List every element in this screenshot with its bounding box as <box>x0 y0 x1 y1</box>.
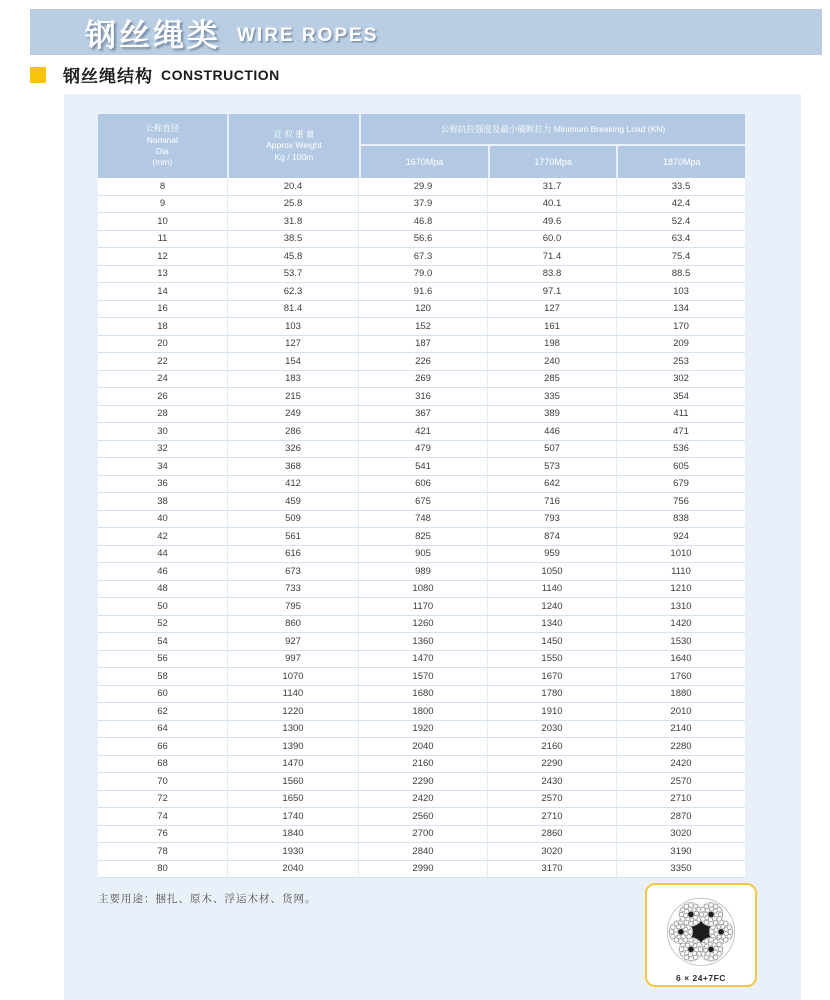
mbl-1770-cell: 874 <box>487 528 616 545</box>
header-grade-1870: 1870Mpa <box>618 146 745 178</box>
mbl-1670-cell: 1570 <box>358 668 487 685</box>
mbl-1770-cell: 1140 <box>487 581 616 598</box>
mbl-1670-cell: 187 <box>358 336 487 353</box>
header-grade-1770: 1770Mpa <box>490 146 617 178</box>
weight-cell: 81.4 <box>227 301 358 318</box>
table-row <box>98 423 745 441</box>
mbl-1670-cell: 1360 <box>358 633 487 650</box>
mbl-1670-cell: 675 <box>358 493 487 510</box>
mbl-1870-cell: 253 <box>616 353 745 370</box>
dia-cell: 36 <box>157 478 168 490</box>
weight-cell: 326 <box>227 441 358 458</box>
dia-cell: 56 <box>157 653 168 665</box>
weight-cell: 249 <box>227 406 358 423</box>
dia-cell: 38 <box>157 495 168 507</box>
table-row <box>98 686 745 704</box>
yellow-bullet-icon <box>30 67 46 83</box>
weight-cell: 616 <box>227 546 358 563</box>
table-row <box>98 861 745 879</box>
weight-cell: 1220 <box>227 703 358 720</box>
mbl-1770-cell: 507 <box>487 441 616 458</box>
mbl-1770-cell: 1670 <box>487 668 616 685</box>
table-row <box>98 248 745 266</box>
mbl-1770-cell: 198 <box>487 336 616 353</box>
dia-cell: 58 <box>157 670 168 682</box>
mbl-1770-cell: 2860 <box>487 826 616 843</box>
dia-cell: 54 <box>157 635 168 647</box>
page-banner <box>30 9 822 55</box>
dia-cell: 24 <box>157 373 168 385</box>
mbl-1770-cell: 1240 <box>487 598 616 615</box>
rope-diagram-box <box>645 883 757 987</box>
weight-cell: 183 <box>227 371 358 388</box>
mbl-1670-cell: 1260 <box>358 616 487 633</box>
weight-cell: 368 <box>227 458 358 475</box>
weight-cell: 1300 <box>227 721 358 738</box>
table-row <box>98 546 745 564</box>
mbl-1870-cell: 302 <box>616 371 745 388</box>
header-approx-weight <box>229 114 360 178</box>
mbl-1870-cell: 88.5 <box>616 266 745 283</box>
dia-cell: 74 <box>157 810 168 822</box>
table-row <box>98 598 745 616</box>
table-row <box>98 773 745 791</box>
mbl-1670-cell: 29.9 <box>358 178 487 195</box>
weight-cell: 860 <box>227 616 358 633</box>
mbl-1870-cell: 2140 <box>616 721 745 738</box>
dia-cell: 70 <box>157 775 168 787</box>
mbl-1670-cell: 226 <box>358 353 487 370</box>
mbl-1870-cell: 1420 <box>616 616 745 633</box>
mbl-1670-cell: 421 <box>358 423 487 440</box>
dia-cell: 11 <box>157 233 168 245</box>
header-dia-line4: (mm) <box>152 157 173 168</box>
header-grade-1670: 1670Mpa <box>361 146 488 178</box>
weight-cell: 1390 <box>227 738 358 755</box>
dia-cell: 60 <box>157 688 168 700</box>
dia-cell: 42 <box>157 530 168 542</box>
weight-cell: 673 <box>227 563 358 580</box>
mbl-1770-cell: 161 <box>487 318 616 335</box>
mbl-1870-cell: 679 <box>616 476 745 493</box>
mbl-1870-cell: 756 <box>616 493 745 510</box>
header-dia-line3: Dia <box>155 146 169 156</box>
weight-cell: 1140 <box>227 686 358 703</box>
dia-cell: 9 <box>159 198 166 210</box>
table-row <box>98 196 745 214</box>
header-weight-line2: Approx Weight <box>266 140 322 151</box>
mbl-1770-cell: 127 <box>487 301 616 318</box>
mbl-1870-cell: 2010 <box>616 703 745 720</box>
mbl-1870-cell: 1310 <box>616 598 745 615</box>
mbl-1770-cell: 83.8 <box>487 266 616 283</box>
mbl-1770-cell: 2710 <box>487 808 616 825</box>
table-row <box>98 353 745 371</box>
table-row <box>98 318 745 336</box>
mbl-1670-cell: 1170 <box>358 598 487 615</box>
weight-cell: 127 <box>227 336 358 353</box>
mbl-1870-cell: 1760 <box>616 668 745 685</box>
banner-title-en: WIRE ROPES <box>237 25 379 46</box>
dia-cell: 30 <box>157 425 168 437</box>
mbl-1870-cell: 924 <box>616 528 745 545</box>
table-row <box>98 703 745 721</box>
mbl-1770-cell: 1050 <box>487 563 616 580</box>
mbl-1770-cell: 60.0 <box>487 231 616 248</box>
mbl-1870-cell: 33.5 <box>616 178 745 195</box>
weight-cell: 927 <box>227 633 358 650</box>
specification-table <box>98 114 745 878</box>
mbl-1770-cell: 2570 <box>487 791 616 808</box>
mbl-1670-cell: 91.6 <box>358 283 487 300</box>
mbl-1670-cell: 2700 <box>358 826 487 843</box>
mbl-1870-cell: 52.4 <box>616 213 745 230</box>
dia-cell: 66 <box>157 740 168 752</box>
mbl-1670-cell: 2290 <box>358 773 487 790</box>
mbl-1670-cell: 367 <box>358 406 487 423</box>
header-dia-line1: 公称直径 <box>145 123 180 134</box>
mbl-1870-cell: 1640 <box>616 651 745 668</box>
table-row <box>98 826 745 844</box>
table-row <box>98 388 745 406</box>
mbl-1670-cell: 56.6 <box>358 231 487 248</box>
weight-cell: 795 <box>227 598 358 615</box>
dia-cell: 50 <box>157 600 168 612</box>
table-row <box>98 283 745 301</box>
section-title-en: CONSTRUCTION <box>161 66 280 83</box>
mbl-1670-cell: 989 <box>358 563 487 580</box>
dia-cell: 72 <box>157 793 168 805</box>
rope-cross-section-diagram <box>660 890 742 972</box>
table-row <box>98 406 745 424</box>
dia-cell: 68 <box>157 758 168 770</box>
mbl-1770-cell: 2430 <box>487 773 616 790</box>
table-row <box>98 756 745 774</box>
dia-cell: 16 <box>157 303 168 315</box>
dia-cell: 64 <box>157 723 168 735</box>
mbl-1870-cell: 103 <box>616 283 745 300</box>
mbl-1770-cell: 1340 <box>487 616 616 633</box>
header-weight-line3: Kg / 100m <box>274 151 314 162</box>
table-row <box>98 231 745 249</box>
weight-cell: 459 <box>227 493 358 510</box>
mbl-1670-cell: 79.0 <box>358 266 487 283</box>
mbl-1770-cell: 446 <box>487 423 616 440</box>
mbl-1670-cell: 748 <box>358 511 487 528</box>
mbl-1870-cell: 3350 <box>616 861 745 878</box>
mbl-1670-cell: 2840 <box>358 843 487 860</box>
header-grade-row <box>361 146 745 178</box>
mbl-1870-cell: 3190 <box>616 843 745 860</box>
section-title-zh: 钢丝绳结构 <box>63 67 153 86</box>
weight-cell: 1740 <box>227 808 358 825</box>
table-row <box>98 213 745 231</box>
dia-cell: 76 <box>157 828 168 840</box>
mbl-1770-cell: 335 <box>487 388 616 405</box>
dia-cell: 18 <box>157 320 168 332</box>
mbl-1670-cell: 1800 <box>358 703 487 720</box>
mbl-1870-cell: 2710 <box>616 791 745 808</box>
table-row <box>98 581 745 599</box>
dia-cell: 12 <box>157 250 168 262</box>
weight-cell: 509 <box>227 511 358 528</box>
mbl-1870-cell: 411 <box>616 406 745 423</box>
mbl-1870-cell: 838 <box>616 511 745 528</box>
mbl-1770-cell: 3020 <box>487 843 616 860</box>
weight-cell: 733 <box>227 581 358 598</box>
mbl-1870-cell: 2420 <box>616 756 745 773</box>
mbl-1770-cell: 1910 <box>487 703 616 720</box>
weight-cell: 45.8 <box>227 248 358 265</box>
mbl-1870-cell: 75.4 <box>616 248 745 265</box>
mbl-1870-cell: 63.4 <box>616 231 745 248</box>
mbl-1670-cell: 1680 <box>358 686 487 703</box>
weight-cell: 25.8 <box>227 196 358 213</box>
table-row <box>98 458 745 476</box>
header-breaking-load-group <box>361 114 745 178</box>
table-row <box>98 633 745 651</box>
table-row <box>98 266 745 284</box>
mbl-1870-cell: 2570 <box>616 773 745 790</box>
weight-cell: 53.7 <box>227 266 358 283</box>
table-row <box>98 476 745 494</box>
mbl-1670-cell: 825 <box>358 528 487 545</box>
mbl-1870-cell: 1010 <box>616 546 745 563</box>
table-row <box>98 721 745 739</box>
weight-cell: 31.8 <box>227 213 358 230</box>
dia-cell: 13 <box>157 268 168 280</box>
mbl-1870-cell: 2280 <box>616 738 745 755</box>
dia-cell: 34 <box>157 460 168 472</box>
table-row <box>98 511 745 529</box>
mbl-1670-cell: 2160 <box>358 756 487 773</box>
dia-cell: 80 <box>157 863 168 875</box>
mbl-1870-cell: 1210 <box>616 581 745 598</box>
mbl-1870-cell: 1880 <box>616 686 745 703</box>
table-row <box>98 371 745 389</box>
banner-title-zh: 钢丝绳类 <box>85 17 221 53</box>
dia-cell: 78 <box>157 845 168 857</box>
mbl-1770-cell: 2030 <box>487 721 616 738</box>
dia-cell: 26 <box>157 390 168 402</box>
weight-cell: 62.3 <box>227 283 358 300</box>
table-row <box>98 441 745 459</box>
weight-cell: 1470 <box>227 756 358 773</box>
dia-cell: 46 <box>157 565 168 577</box>
mbl-1670-cell: 606 <box>358 476 487 493</box>
header-breaking-load-title: 公称抗拉强度及最小破断拉力 Minimum Breaking Load (KN) <box>361 114 745 144</box>
dia-cell: 20 <box>157 338 168 350</box>
mbl-1770-cell: 71.4 <box>487 248 616 265</box>
weight-cell: 997 <box>227 651 358 668</box>
mbl-1770-cell: 240 <box>487 353 616 370</box>
dia-cell: 44 <box>157 548 168 560</box>
mbl-1870-cell: 170 <box>616 318 745 335</box>
mbl-1770-cell: 49.6 <box>487 213 616 230</box>
mbl-1670-cell: 2560 <box>358 808 487 825</box>
weight-cell: 154 <box>227 353 358 370</box>
table-body <box>98 178 745 878</box>
dia-cell: 14 <box>157 285 168 297</box>
table-row <box>98 808 745 826</box>
table-row <box>98 563 745 581</box>
mbl-1670-cell: 152 <box>358 318 487 335</box>
weight-cell: 1930 <box>227 843 358 860</box>
mbl-1770-cell: 793 <box>487 511 616 528</box>
mbl-1670-cell: 316 <box>358 388 487 405</box>
mbl-1670-cell: 67.3 <box>358 248 487 265</box>
dia-cell: 40 <box>157 513 168 525</box>
mbl-1870-cell: 2870 <box>616 808 745 825</box>
section-heading <box>30 62 280 87</box>
weight-cell: 20.4 <box>227 178 358 195</box>
mbl-1770-cell: 1450 <box>487 633 616 650</box>
mbl-1770-cell: 97.1 <box>487 283 616 300</box>
weight-cell: 286 <box>227 423 358 440</box>
mbl-1870-cell: 605 <box>616 458 745 475</box>
mbl-1670-cell: 269 <box>358 371 487 388</box>
weight-cell: 215 <box>227 388 358 405</box>
table-row <box>98 528 745 546</box>
mbl-1770-cell: 3170 <box>487 861 616 878</box>
mbl-1770-cell: 1780 <box>487 686 616 703</box>
mbl-1770-cell: 40.1 <box>487 196 616 213</box>
header-weight-line1: 近 似 重 量 <box>273 128 315 139</box>
table-row <box>98 738 745 756</box>
weight-cell: 412 <box>227 476 358 493</box>
mbl-1670-cell: 2420 <box>358 791 487 808</box>
weight-cell: 1650 <box>227 791 358 808</box>
mbl-1870-cell: 354 <box>616 388 745 405</box>
weight-cell: 2040 <box>227 861 358 878</box>
mbl-1670-cell: 37.9 <box>358 196 487 213</box>
mbl-1870-cell: 1110 <box>616 563 745 580</box>
mbl-1670-cell: 1080 <box>358 581 487 598</box>
table-row <box>98 178 745 196</box>
mbl-1670-cell: 1920 <box>358 721 487 738</box>
mbl-1770-cell: 31.7 <box>487 178 616 195</box>
mbl-1670-cell: 120 <box>358 301 487 318</box>
mbl-1770-cell: 716 <box>487 493 616 510</box>
mbl-1870-cell: 3020 <box>616 826 745 843</box>
mbl-1670-cell: 2990 <box>358 861 487 878</box>
weight-cell: 561 <box>227 528 358 545</box>
table-row <box>98 336 745 354</box>
mbl-1870-cell: 536 <box>616 441 745 458</box>
mbl-1870-cell: 1530 <box>616 633 745 650</box>
mbl-1770-cell: 642 <box>487 476 616 493</box>
mbl-1770-cell: 1550 <box>487 651 616 668</box>
table-row <box>98 791 745 809</box>
dia-cell: 28 <box>157 408 168 420</box>
mbl-1670-cell: 2040 <box>358 738 487 755</box>
mbl-1770-cell: 2290 <box>487 756 616 773</box>
dia-cell: 22 <box>157 355 168 367</box>
dia-cell: 62 <box>157 705 168 717</box>
dia-cell: 10 <box>157 215 168 227</box>
mbl-1870-cell: 42.4 <box>616 196 745 213</box>
mbl-1870-cell: 134 <box>616 301 745 318</box>
rope-construction-label: 6 × 24+7FC <box>676 972 726 983</box>
dia-cell: 52 <box>157 618 168 630</box>
mbl-1870-cell: 471 <box>616 423 745 440</box>
weight-cell: 38.5 <box>227 231 358 248</box>
dia-cell: 32 <box>157 443 168 455</box>
mbl-1670-cell: 905 <box>358 546 487 563</box>
table-row <box>98 616 745 634</box>
mbl-1770-cell: 389 <box>487 406 616 423</box>
dia-cell: 8 <box>159 180 166 192</box>
mbl-1670-cell: 479 <box>358 441 487 458</box>
table-row <box>98 651 745 669</box>
weight-cell: 103 <box>227 318 358 335</box>
mbl-1870-cell: 209 <box>616 336 745 353</box>
weight-cell: 1840 <box>227 826 358 843</box>
table-header <box>98 114 745 178</box>
mbl-1670-cell: 541 <box>358 458 487 475</box>
mbl-1670-cell: 46.8 <box>358 213 487 230</box>
mbl-1770-cell: 573 <box>487 458 616 475</box>
table-row <box>98 843 745 861</box>
header-nominal-dia <box>98 114 227 178</box>
weight-cell: 1070 <box>227 668 358 685</box>
header-dia-line2: Nominal <box>146 134 178 145</box>
dia-cell: 48 <box>157 583 168 595</box>
mbl-1770-cell: 2160 <box>487 738 616 755</box>
mbl-1670-cell: 1470 <box>358 651 487 668</box>
table-row <box>98 668 745 686</box>
table-row <box>98 493 745 511</box>
usage-note: 主要用途：捆扎、原木、浮运木材、货网。 <box>98 893 317 905</box>
table-row <box>98 301 745 319</box>
weight-cell: 1560 <box>227 773 358 790</box>
mbl-1770-cell: 959 <box>487 546 616 563</box>
mbl-1770-cell: 285 <box>487 371 616 388</box>
